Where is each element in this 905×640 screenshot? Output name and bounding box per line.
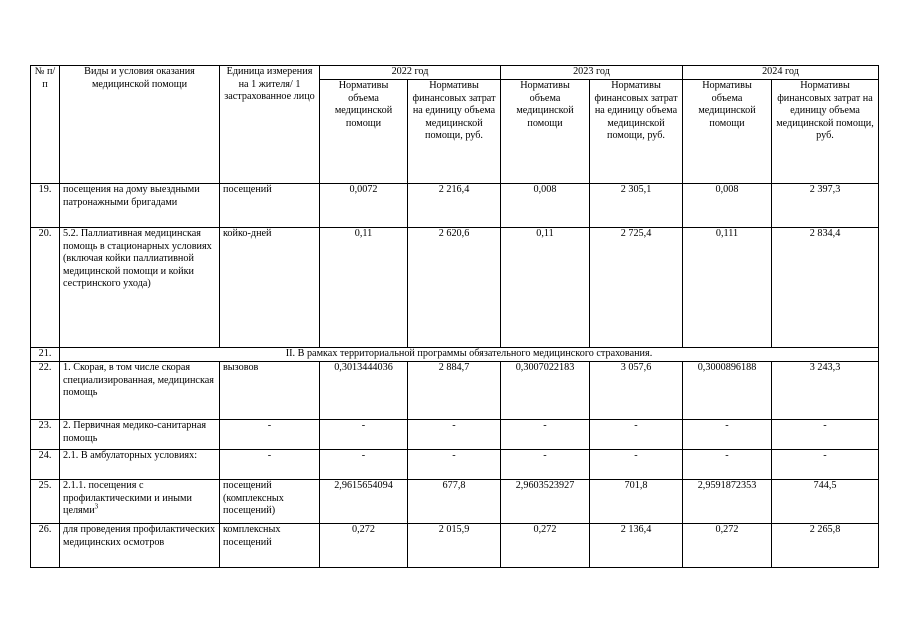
header-year-2024: 2024 год bbox=[683, 66, 879, 80]
row-volume-2024: - bbox=[683, 450, 772, 480]
row-number: 21. bbox=[31, 348, 60, 362]
row-volume-2022: 0,272 bbox=[320, 524, 408, 568]
normatives-table bbox=[30, 65, 879, 568]
row-volume-2023: - bbox=[501, 450, 590, 480]
row-unit: - bbox=[220, 450, 320, 480]
row-number: 20. bbox=[31, 228, 60, 348]
row-cost-2024: - bbox=[772, 420, 879, 450]
row-cost-2022: - bbox=[408, 420, 501, 450]
row-cost-2022: 2 015,9 bbox=[408, 524, 501, 568]
header-cost-2022: Нормативы финансовых затрат на единицу объема медицинской помощи, руб. bbox=[408, 80, 501, 184]
row-volume-2022: 0,0072 bbox=[320, 184, 408, 228]
header-cost-2024: Нормативы финансовых затрат на единицу объема медицинской помощи, руб. bbox=[772, 80, 879, 184]
row-cost-2023: 3 057,6 bbox=[590, 362, 683, 420]
header-volume-2024: Нормативы объема медицинской помощи bbox=[683, 80, 772, 184]
row-volume-2024: 0,272 bbox=[683, 524, 772, 568]
row-unit: посещений (комплексных посещений) bbox=[220, 480, 320, 524]
row-kind-cell bbox=[60, 480, 220, 524]
header-volume-2022: Нормативы объема медицинской помощи bbox=[320, 80, 408, 184]
row-volume-2022: - bbox=[320, 420, 408, 450]
row-cost-2022: - bbox=[408, 450, 501, 480]
header-cost-2023: Нормативы финансовых затрат на единицу объема медицинской помощи, руб. bbox=[590, 80, 683, 184]
row-cost-2023: 2 305,1 bbox=[590, 184, 683, 228]
header-year-2023: 2023 год bbox=[501, 66, 683, 80]
table-row bbox=[31, 228, 879, 348]
row-kind: 1. Скорая, в том числе скорая специализированная, медицинская помощь bbox=[60, 362, 220, 420]
row-kind: посещения на дому выездными патронажными бригадами bbox=[60, 184, 220, 228]
row-volume-2024: 0,111 bbox=[683, 228, 772, 348]
row-kind: 5.2. Паллиативная медицинская помощь в стационарных условиях (включая койки паллиативной медицинской помощи и койки сестринского ухода) bbox=[60, 228, 220, 348]
row-cost-2023: 2 136,4 bbox=[590, 524, 683, 568]
row-unit: койко-дней bbox=[220, 228, 320, 348]
row-cost-2023: - bbox=[590, 450, 683, 480]
row-unit: комплексных посещений bbox=[220, 524, 320, 568]
row-volume-2023: 2,9603523927 bbox=[501, 480, 590, 524]
row-volume-2023: - bbox=[501, 420, 590, 450]
row-kind: для проведения профилактических медицинских осмотров bbox=[60, 524, 220, 568]
row-number: 26. bbox=[31, 524, 60, 568]
header-unit: Единица измерения на 1 жителя/ 1 застрахованное лицо bbox=[220, 66, 320, 184]
row-volume-2023: 0,11 bbox=[501, 228, 590, 348]
table-row bbox=[31, 420, 879, 450]
section-title: II. В рамках территориальной программы обязательного медицинского страхования. bbox=[60, 348, 879, 362]
table-row bbox=[31, 362, 879, 420]
row-number: 22. bbox=[31, 362, 60, 420]
table-row bbox=[31, 450, 879, 480]
row-volume-2024: 0,008 bbox=[683, 184, 772, 228]
row-cost-2023: - bbox=[590, 420, 683, 450]
row-cost-2024: - bbox=[772, 450, 879, 480]
row-cost-2023: 701,8 bbox=[590, 480, 683, 524]
row-cost-2023: 2 725,4 bbox=[590, 228, 683, 348]
row-volume-2024: 2,9591872353 bbox=[683, 480, 772, 524]
row-kind: 2.1. В амбулаторных условиях: bbox=[60, 450, 220, 480]
row-cost-2022: 2 620,6 bbox=[408, 228, 501, 348]
row-cost-2024: 3 243,3 bbox=[772, 362, 879, 420]
row-volume-2024: - bbox=[683, 420, 772, 450]
row-number: 25. bbox=[31, 480, 60, 524]
row-volume-2024: 0,3000896188 bbox=[683, 362, 772, 420]
section-row bbox=[31, 348, 879, 362]
row-cost-2024: 2 834,4 bbox=[772, 228, 879, 348]
row-unit: - bbox=[220, 420, 320, 450]
row-cost-2024: 2 265,8 bbox=[772, 524, 879, 568]
row-number: 24. bbox=[31, 450, 60, 480]
header-num: № п/п bbox=[31, 66, 60, 184]
row-volume-2022: 0,11 bbox=[320, 228, 408, 348]
row-volume-2022: - bbox=[320, 450, 408, 480]
row-volume-2023: 0,008 bbox=[501, 184, 590, 228]
row-cost-2024: 744,5 bbox=[772, 480, 879, 524]
row-volume-2023: 0,272 bbox=[501, 524, 590, 568]
header-volume-2023: Нормативы объема медицинской помощи bbox=[501, 80, 590, 184]
row-unit: посещений bbox=[220, 184, 320, 228]
row-cost-2022: 2 216,4 bbox=[408, 184, 501, 228]
table-row bbox=[31, 480, 879, 524]
header-kind: Виды и условия оказания медицинской помощи bbox=[60, 66, 220, 184]
header-year-2022: 2022 год bbox=[320, 66, 501, 80]
row-cost-2024: 2 397,3 bbox=[772, 184, 879, 228]
footnote-mark: 3 bbox=[94, 502, 99, 511]
row-number: 19. bbox=[31, 184, 60, 228]
table-row bbox=[31, 184, 879, 228]
table-row bbox=[31, 524, 879, 568]
row-kind: 2. Первичная медико-санитарная помощь bbox=[60, 420, 220, 450]
row-volume-2022: 0,3013444036 bbox=[320, 362, 408, 420]
row-volume-2023: 0,3007022183 bbox=[501, 362, 590, 420]
row-volume-2022: 2,9615654094 bbox=[320, 480, 408, 524]
row-unit: вызовов bbox=[220, 362, 320, 420]
row-number: 23. bbox=[31, 420, 60, 450]
header-row-years bbox=[31, 66, 879, 80]
row-kind: 2.1.1. посещения с профилактическими и иными целями bbox=[63, 480, 192, 516]
row-cost-2022: 677,8 bbox=[408, 480, 501, 524]
row-cost-2022: 2 884,7 bbox=[408, 362, 501, 420]
